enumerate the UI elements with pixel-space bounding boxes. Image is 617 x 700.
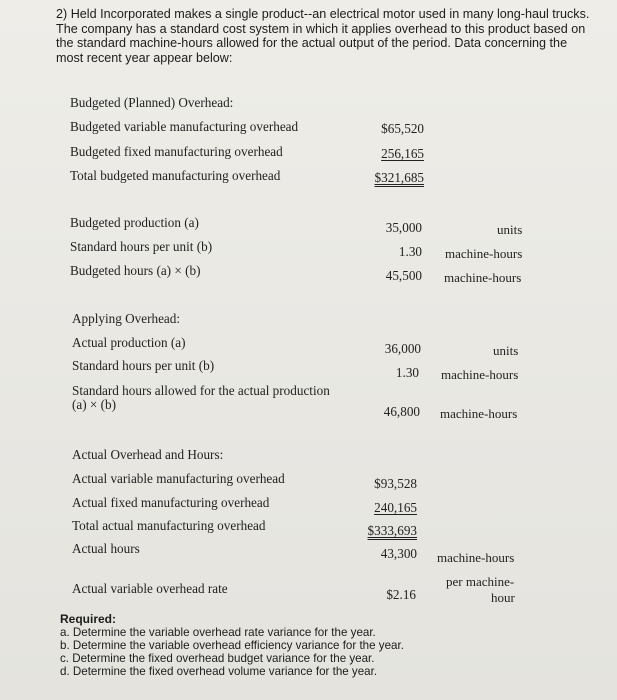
- actual-total-value: $333,693: [367, 523, 417, 538]
- applying-heading: Applying Overhead:: [72, 311, 181, 326]
- actual-production-value: 36,000: [384, 341, 421, 356]
- applying-std-hours-value: 1.30: [395, 365, 419, 380]
- required-heading: Required:: [60, 612, 117, 626]
- budgeted-variable-label: Budgeted variable manufacturing overhead: [70, 119, 299, 134]
- applying-std-hours-unit: machine-hours: [441, 367, 519, 382]
- std-hours-label: Standard hours per unit (b): [70, 239, 213, 254]
- budgeted-production-value: 35,000: [385, 220, 422, 235]
- required-section: [60, 613, 540, 678]
- budgeted-variable-value: $65,520: [381, 121, 424, 136]
- actual-variable-label: Actual variable manufacturing overhead: [72, 471, 285, 486]
- std-hours-unit: machine-hours: [445, 246, 523, 261]
- actual-total-label: Total actual manufacturing overhead: [72, 518, 266, 533]
- budgeted-fixed-label: Budgeted fixed manufacturing overhead: [70, 144, 283, 159]
- actual-production-label: Actual production (a): [72, 335, 186, 350]
- budgeted-hours-label: Budgeted hours (a) × (b): [70, 263, 201, 278]
- required-item-b: b. Determine the variable overhead efficiency variance for the year.: [60, 639, 404, 652]
- required-item-c: c. Determine the fixed overhead budget variance for the year.: [60, 652, 375, 665]
- actual-hours-value: 43,300: [380, 546, 417, 561]
- budgeted-hours-unit: machine-hours: [444, 270, 522, 285]
- intro-text: 2) Held Incorporated makes a single product--an electrical motor used in many long-haul trucks. The company has a standard cost system in which it applies overhead to this product based on the standard machine-hours allowed for the actual output of the period. Data concerning the most recent year appear below:: [56, 7, 590, 65]
- actual-rate-label: Actual variable overhead rate: [72, 581, 228, 596]
- applying-std-hours-label: Standard hours per unit (b): [72, 358, 215, 373]
- budgeted-production-label: Budgeted production (a): [70, 215, 199, 230]
- actual-hours-label: Actual hours: [72, 541, 140, 556]
- actual-heading: Actual Overhead and Hours:: [72, 447, 224, 462]
- actual-rate-value: $2.16: [386, 587, 416, 602]
- std-hours-allowed-unit: machine-hours: [440, 406, 518, 421]
- budgeted-production-unit: units: [497, 222, 523, 237]
- actual-fixed-label: Actual fixed manufacturing overhead: [72, 495, 270, 510]
- actual-fixed-value: 240,165: [374, 500, 417, 515]
- actual-hours-unit: machine-hours: [437, 550, 515, 565]
- budgeted-fixed-value: 256,165: [381, 146, 424, 161]
- budgeted-hours-value: 45,500: [385, 268, 422, 283]
- std-hours-allowed-value: 46,800: [383, 404, 420, 419]
- actual-rate-unit-line1: per machine-: [446, 574, 515, 589]
- problem-intro: [56, 7, 596, 65]
- actual-variable-value: $93,528: [374, 476, 417, 491]
- actual-rate-unit-line2: hour: [491, 590, 515, 605]
- required-item-d: d. Determine the fixed overhead volume variance for the year.: [60, 665, 378, 678]
- std-hours-allowed-label: Standard hours allowed for the actual production (a) × (b): [72, 383, 330, 412]
- budgeted-heading: Budgeted (Planned) Overhead:: [70, 95, 234, 110]
- actual-production-unit: units: [493, 343, 519, 358]
- required-item-a: a. Determine the variable overhead rate variance for the year.: [60, 626, 376, 639]
- budgeted-total-value: $321,685: [374, 170, 424, 185]
- budgeted-total-label: Total budgeted manufacturing overhead: [70, 168, 281, 183]
- std-hours-value: 1.30: [398, 244, 422, 259]
